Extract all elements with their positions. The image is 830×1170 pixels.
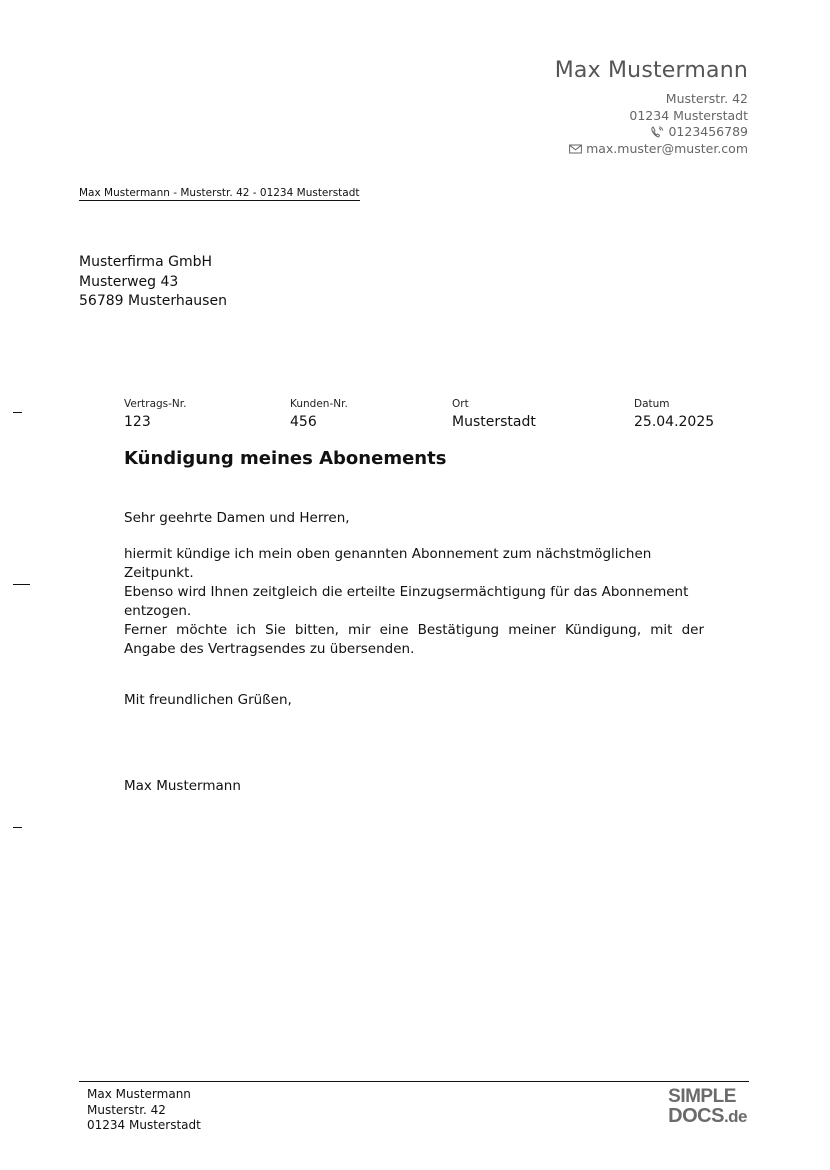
sender-email[interactable]: max.muster@muster.com bbox=[586, 140, 748, 156]
salutation: Sehr geehrte Damen und Herren, bbox=[124, 510, 350, 526]
letter-subject: Kündigung meines Abonements bbox=[124, 448, 447, 469]
info-contract bbox=[124, 397, 186, 432]
sender-name: Max Mustermann bbox=[554, 58, 748, 83]
customer-value: 456 bbox=[290, 414, 317, 430]
info-customer bbox=[290, 397, 348, 432]
place-label: Ort bbox=[452, 398, 469, 410]
footer-address bbox=[87, 1087, 201, 1134]
sender-phone: 0123456789 bbox=[668, 124, 748, 139]
signature-name: Max Mustermann bbox=[124, 778, 241, 794]
info-date bbox=[634, 397, 714, 432]
logo-docs: DOCS bbox=[668, 1105, 724, 1127]
sender-city: 01234 Musterstadt bbox=[629, 107, 748, 123]
footer-street: Musterstr. 42 bbox=[87, 1102, 166, 1117]
body-paragraph-3: Ferner möchte ich Sie bitten, mir eine Bestätigung meiner Kündigung, mit der Angabe des Vertragsendes zu übersenden. bbox=[124, 622, 704, 657]
sender-street: Musterstr. 42 bbox=[665, 91, 748, 106]
contract-value: 123 bbox=[124, 414, 151, 430]
punch-mark bbox=[13, 584, 30, 585]
customer-label: Kunden-Nr. bbox=[290, 398, 348, 410]
return-address-line: Max Mustermann - Musterstr. 42 - 01234 Musterstadt bbox=[79, 187, 360, 199]
sender-address-block bbox=[569, 91, 748, 157]
footer-city: 01234 Musterstadt bbox=[87, 1118, 201, 1132]
place-value: Musterstadt bbox=[452, 414, 536, 430]
footer-divider bbox=[79, 1081, 749, 1082]
envelope-icon bbox=[569, 144, 582, 154]
recipient-company: Musterfirma GmbH bbox=[79, 254, 212, 270]
closing: Mit freundlichen Grüßen, bbox=[124, 692, 292, 708]
sender-phone-row bbox=[569, 124, 748, 141]
date-value: 25.04.2025 bbox=[634, 414, 715, 430]
logo-line-bottom bbox=[668, 1106, 747, 1127]
info-place bbox=[452, 397, 536, 432]
fold-mark-bottom bbox=[13, 827, 22, 828]
footer-name: Max Mustermann bbox=[87, 1087, 191, 1101]
fold-mark-top bbox=[13, 412, 22, 413]
recipient-address bbox=[79, 253, 227, 312]
sender-email-row bbox=[569, 141, 748, 158]
contract-label: Vertrags-Nr. bbox=[124, 398, 187, 410]
logo-suffix: .de bbox=[723, 1107, 747, 1126]
phone-icon bbox=[650, 126, 664, 138]
body-paragraph-2: Ebenso wird Ihnen zeitgleich die erteilte Einzugsermächtigung für das Abonnement entzogen. bbox=[124, 584, 689, 619]
recipient-street: Musterweg 43 bbox=[79, 273, 179, 290]
logo-line-top: SIMPLE bbox=[668, 1086, 736, 1107]
date-label: Datum bbox=[634, 398, 670, 410]
simpledocs-logo bbox=[668, 1088, 747, 1127]
recipient-city: 56789 Musterhausen bbox=[79, 293, 227, 309]
body-paragraph-1: hiermit kündige ich mein oben genannten Abonnement zum nächstmöglichen Zeitpunkt. bbox=[124, 546, 652, 581]
